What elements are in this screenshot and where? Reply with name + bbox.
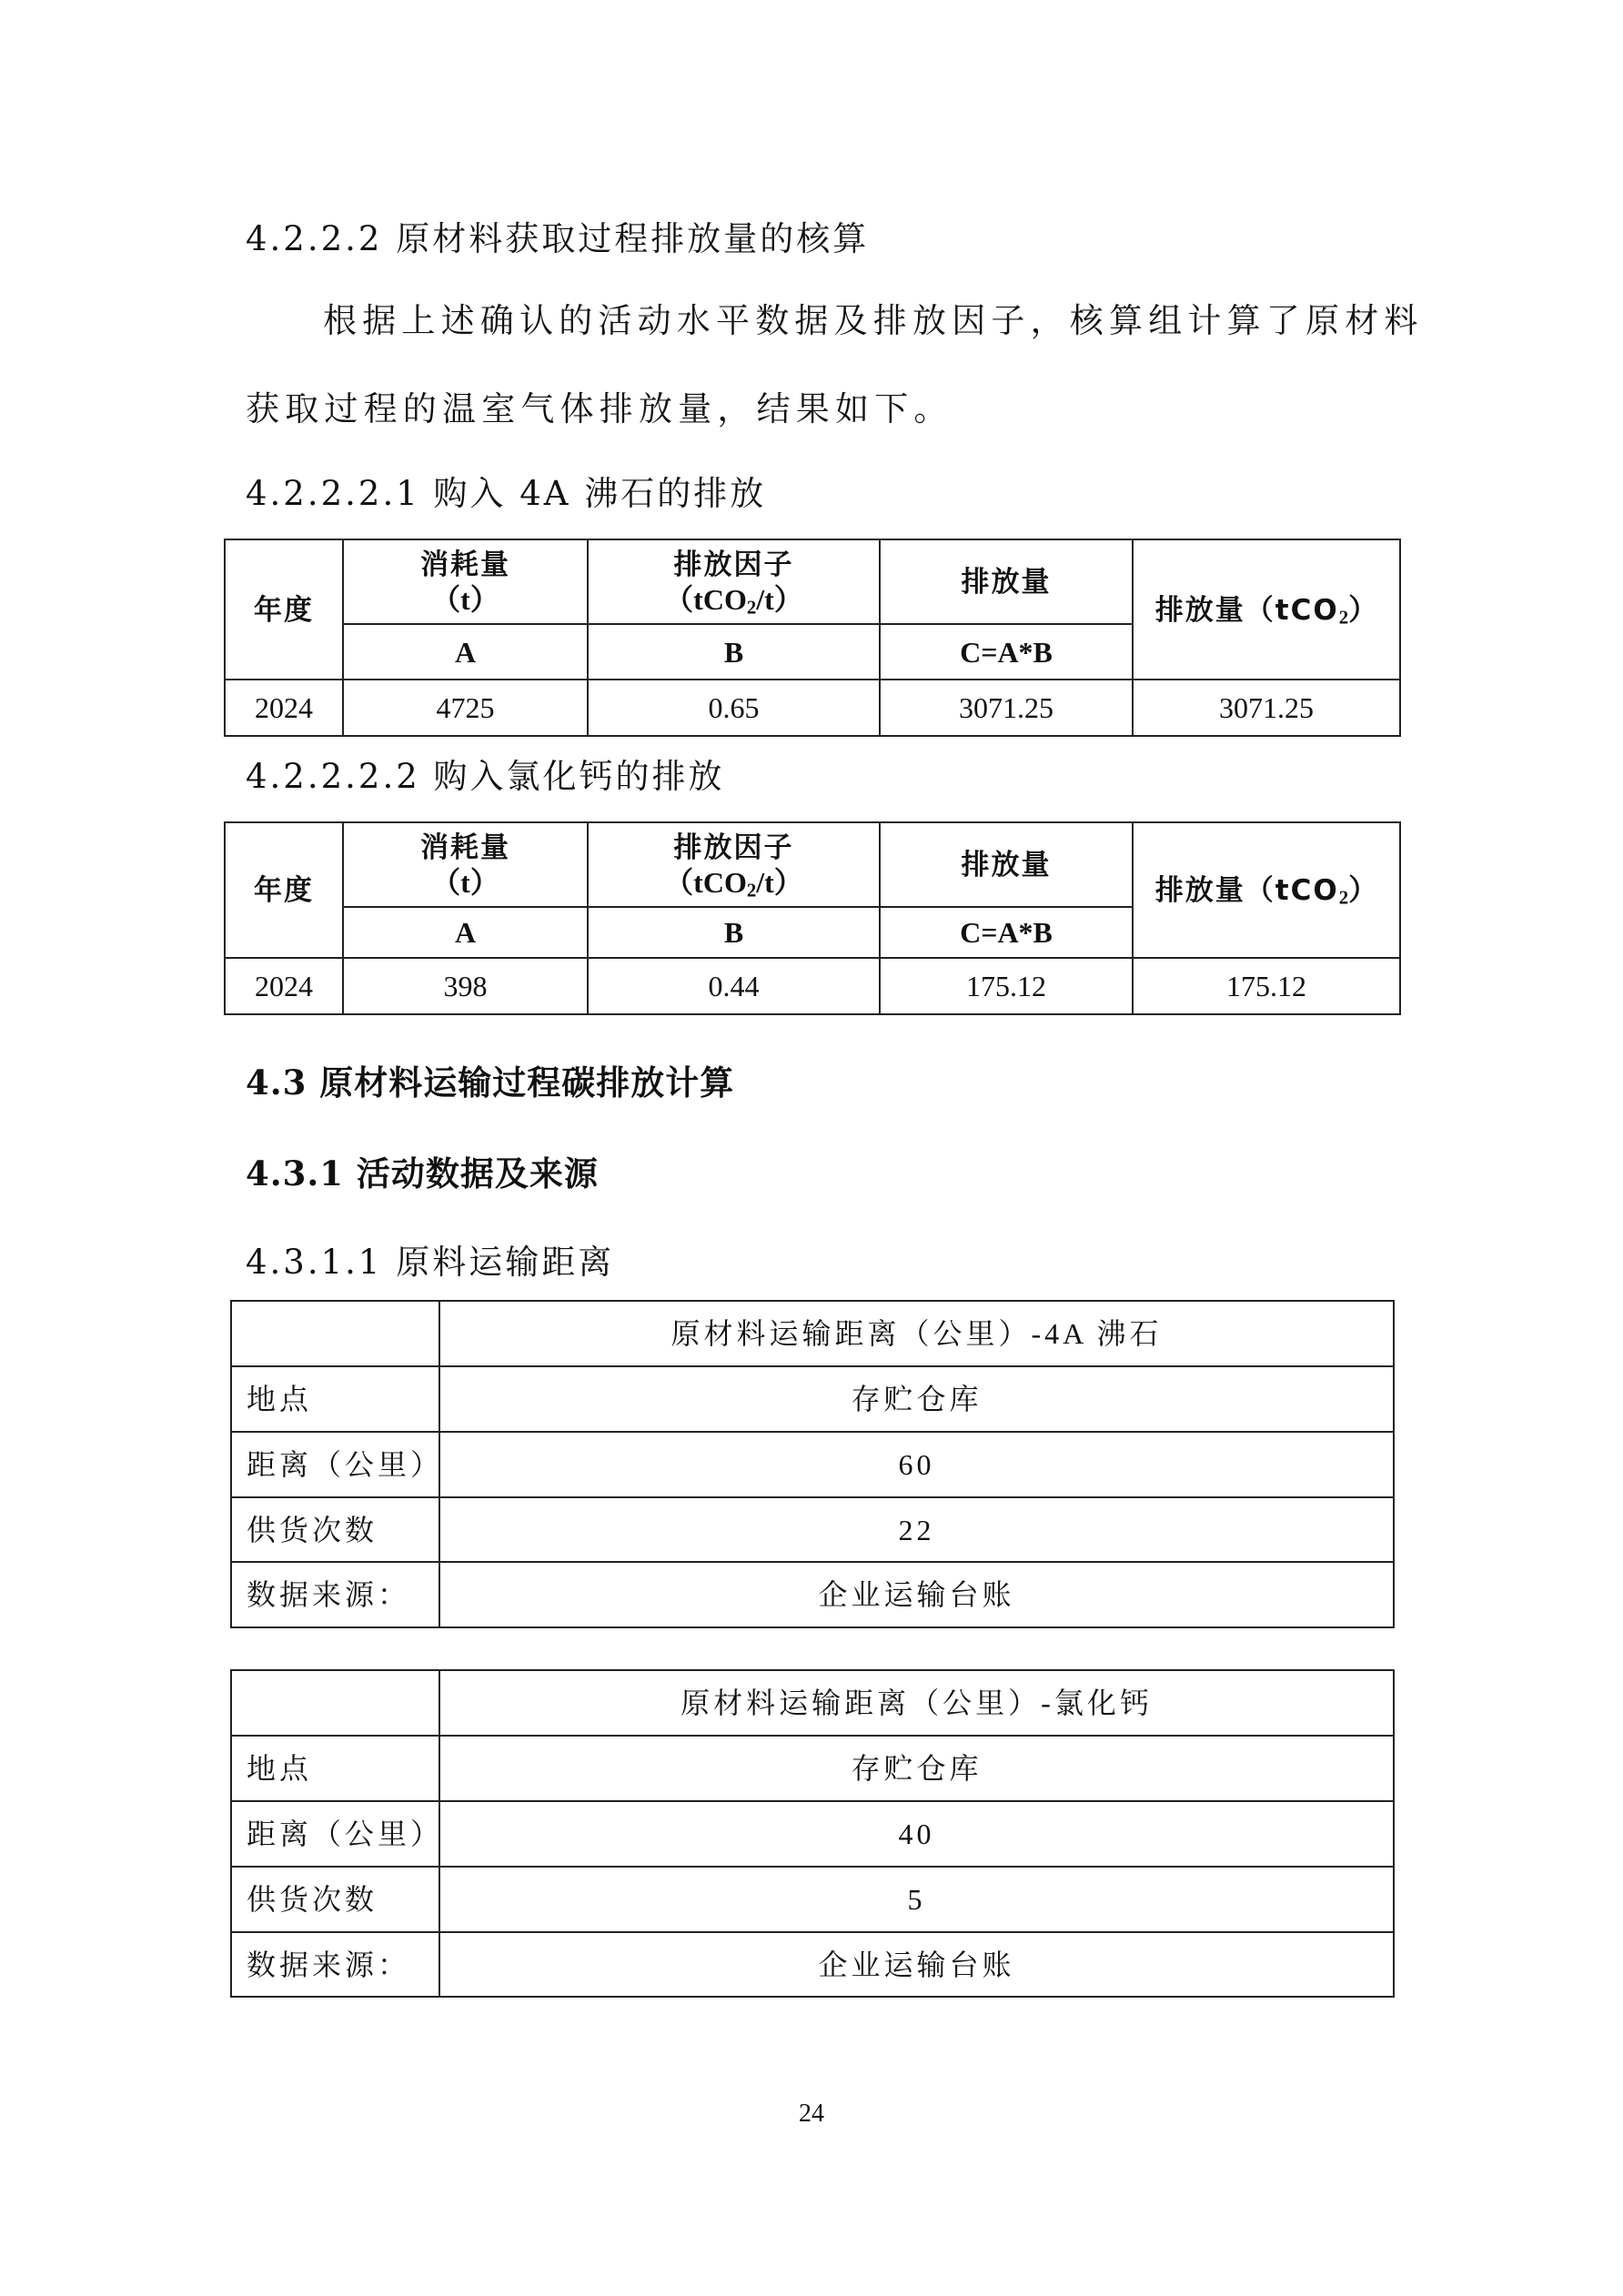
row-label: 地点: [231, 1736, 439, 1801]
table-row: [231, 1497, 1394, 1562]
header-emission: 排放量: [880, 539, 1133, 624]
row-label: 供货次数: [231, 1867, 439, 1932]
distance-table-title: 原材料运输距离（公里）-4A 沸石: [439, 1301, 1394, 1366]
table-row: [231, 1801, 1394, 1867]
distance-table-calcium-chloride: [230, 1669, 1395, 1998]
row-value: 存贮仓库: [439, 1366, 1394, 1432]
table-row: [231, 1932, 1394, 1997]
row-label: 距离（公里）: [231, 1432, 439, 1497]
distance-table-4a-zeolite: [230, 1300, 1395, 1628]
section-heading-4-3: 4.3 原材料运输过程碳排放计算: [246, 1062, 735, 1103]
header-total-emission: 排放量（tCO$_2$）: [1133, 822, 1400, 958]
cell-factor: 0.65: [588, 680, 880, 736]
table-row: [231, 1366, 1394, 1432]
section-heading-4-2-2-2: 4.2.2.2 原材料获取过程排放量的核算: [246, 219, 870, 258]
emission-table-calcium-chloride: [224, 821, 1401, 1015]
cell-consumption: 4725: [343, 680, 588, 736]
paragraph-line: 根据上述确认的活动水平数据及排放因子，核算组计算了原材料: [323, 301, 1424, 340]
empty-header-cell: [231, 1301, 439, 1366]
header-code-c: C=A*B: [880, 907, 1133, 958]
header-emission-factor: 排放因子 （tCO$_2$/t）: [588, 822, 880, 907]
page-number: 24: [799, 2100, 824, 2128]
header-consumption: 消耗量 （t）: [343, 822, 588, 907]
row-value: 5: [439, 1867, 1394, 1932]
section-heading-4-3-1-1: 4.3.1.1 原料运输距离: [246, 1243, 615, 1282]
table-row: [225, 958, 1400, 1014]
header-code-b: B: [588, 624, 880, 680]
header-year: 年度: [225, 822, 343, 958]
cell-factor: 0.44: [588, 958, 880, 1014]
row-label: 地点: [231, 1366, 439, 1432]
header-year: 年度: [225, 539, 343, 680]
cell-year: 2024: [225, 958, 343, 1014]
emission-table-4a-zeolite: [224, 539, 1401, 737]
row-value: 企业运输台账: [439, 1932, 1394, 1997]
table-header-row: [231, 1670, 1394, 1736]
table-header-row: [231, 1301, 1394, 1366]
row-value: 存贮仓库: [439, 1736, 1394, 1801]
header-code-b: B: [588, 907, 880, 958]
row-label: 数据来源：: [231, 1932, 439, 1997]
header-code-c: C=A*B: [880, 624, 1133, 680]
row-value: 40: [439, 1801, 1394, 1867]
row-label: 供货次数: [231, 1497, 439, 1562]
row-value: 22: [439, 1497, 1394, 1562]
table-row: [231, 1736, 1394, 1801]
cell-emission: 175.12: [880, 958, 1133, 1014]
table-row: [225, 680, 1400, 736]
cell-consumption: 398: [343, 958, 588, 1014]
cell-year: 2024: [225, 680, 343, 736]
table-heading-calcium-chloride: 4.2.2.2.2 购入氯化钙的排放: [246, 757, 725, 796]
cell-total: 3071.25: [1133, 680, 1400, 736]
table-heading-4a-zeolite: 4.2.2.2.1 购入 4A 沸石的排放: [246, 474, 767, 513]
header-consumption: 消耗量 （t）: [343, 539, 588, 624]
paragraph-line: 获取过程的温室气体排放量，结果如下。: [246, 389, 953, 428]
distance-table-title: 原材料运输距离（公里）-氯化钙: [439, 1670, 1394, 1736]
header-code-a: A: [343, 624, 588, 680]
table-row: [231, 1867, 1394, 1932]
header-emission: 排放量: [880, 822, 1133, 907]
row-label: 数据来源：: [231, 1562, 439, 1627]
row-label: 距离（公里）: [231, 1801, 439, 1867]
empty-header-cell: [231, 1670, 439, 1736]
cell-total: 175.12: [1133, 958, 1400, 1014]
header-code-a: A: [343, 907, 588, 958]
header-emission-factor: 排放因子 （tCO$_2$/t）: [588, 539, 880, 624]
header-total-emission: 排放量（tCO$_2$）: [1133, 539, 1400, 680]
cell-emission: 3071.25: [880, 680, 1133, 736]
row-value: 企业运输台账: [439, 1562, 1394, 1627]
table-row: [231, 1562, 1394, 1627]
table-row: [231, 1432, 1394, 1497]
section-heading-4-3-1: 4.3.1 活动数据及来源: [246, 1153, 599, 1193]
row-value: 60: [439, 1432, 1394, 1497]
